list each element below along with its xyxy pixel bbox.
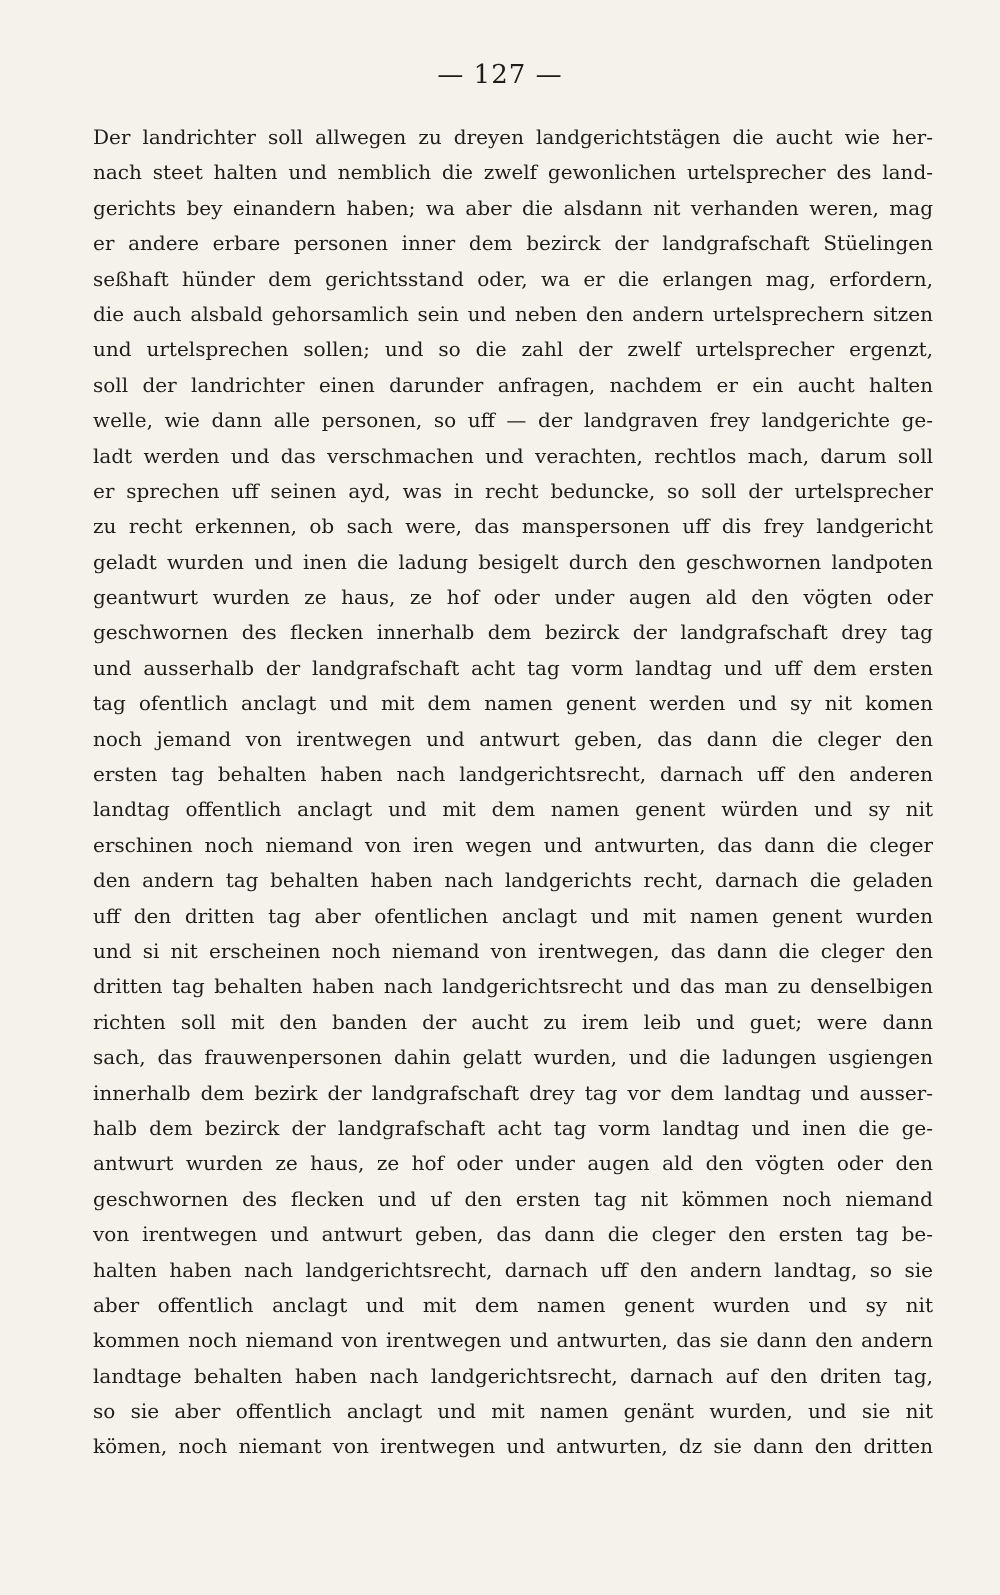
text-line: antwurt wurden ze haus, ze hof oder under augen ald den vögten oder den xyxy=(93,1151,933,1176)
text-line: sach, das frauwenpersonen dahin gelatt wurden, und die ladungen usgiengen xyxy=(93,1045,933,1070)
text-line: welle, wie dann alle personen, so uff — der landgraven frey landgerichte ge- xyxy=(93,408,933,433)
body-text xyxy=(93,120,933,1465)
text-line: noch jemand von irentwegen und antwurt geben, das dann die cleger den xyxy=(93,726,933,751)
text-line: er andere erbare personen inner dem bezirck der landgrafschaft Stüelingen xyxy=(93,231,933,256)
text-line: kömen, noch niemant von irentwegen und antwurten, dz sie dann den dritten xyxy=(93,1434,933,1459)
text-line: kommen noch niemand von irentwegen und antwurten, das sie dann den andern xyxy=(93,1328,933,1353)
text-line: nach steet halten und nemblich die zwelf gewonlichen urtelsprecher des land- xyxy=(93,160,933,185)
text-line: von irentwegen und antwurt geben, das dann die cleger den ersten tag be- xyxy=(93,1222,933,1247)
text-line: und si nit erscheinen noch niemand von irentwegen, das dann die cleger den xyxy=(93,938,933,963)
text-line: die auch alsbald gehorsamlich sein und neben den andern urtelsprechern sitzen xyxy=(93,301,933,326)
text-line: uff den dritten tag aber ofentlichen anclagt und mit namen genent wurden xyxy=(93,903,933,928)
text-line: gerichts bey einandern haben; wa aber die alsdann nit verhanden weren, mag xyxy=(93,195,933,220)
text-line: zu recht erkennen, ob sach were, das manspersonen uff dis frey landgericht xyxy=(93,514,933,539)
text-line: er sprechen uff seinen ayd, was in recht beduncke, so soll der urtelsprecher xyxy=(93,478,933,503)
text-line: richten soll mit den banden der aucht zu irem leib und guet; were dann xyxy=(93,1009,933,1034)
text-line: seßhaft hünder dem gerichtsstand oder, wa er die erlangen mag, erfordern, xyxy=(93,266,933,291)
text-line: landtag offentlich anclagt und mit dem namen genent würden und sy nit xyxy=(93,797,933,822)
text-line: innerhalb dem bezirk der landgrafschaft drey tag vor dem landtag und ausser- xyxy=(93,1080,933,1105)
text-line: erschinen noch niemand von iren wegen und antwurten, das dann die cleger xyxy=(93,832,933,857)
text-line: halb dem bezirck der landgrafschaft acht tag vorm landtag und inen die ge- xyxy=(93,1115,933,1140)
text-line: soll der landrichter einen darunder anfragen, nachdem er ein aucht halten xyxy=(93,372,933,397)
text-line: Der landrichter soll allwegen zu dreyen landgerichtstägen die aucht wie her- xyxy=(93,125,933,149)
text-line: den andern tag behalten haben nach landgerichts recht, darnach die geladen xyxy=(93,868,933,893)
text-line: tag ofentlich anclagt und mit dem namen genent werden und sy nit komen xyxy=(93,691,933,716)
text-line: geschwornen des flecken und uf den ersten tag nit kömmen noch niemand xyxy=(93,1186,933,1211)
text-line: so sie aber offentlich anclagt und mit namen genänt wurden, und sie nit xyxy=(93,1399,933,1424)
text-line: und ausserhalb der landgrafschaft acht tag vorm landtag und uff dem ersten xyxy=(93,655,933,680)
text-line: geschwornen des flecken innerhalb dem bezirck der landgrafschaft drey tag xyxy=(93,620,933,645)
text-line: ersten tag behalten haben nach landgerichtsrecht, darnach uff den anderen xyxy=(93,762,933,787)
text-line: landtage behalten haben nach landgerichtsrecht, darnach auf den driten tag, xyxy=(93,1363,933,1388)
text-line: ladt werden und das verschmachen und verachten, rechtlos mach, darum soll xyxy=(93,443,933,468)
text-line: dritten tag behalten haben nach landgerichtsrecht und das man zu denselbigen xyxy=(93,974,933,999)
page-number: — 127 — xyxy=(437,60,563,90)
text-line: und urtelsprechen sollen; und so die zahl der zwelf urtelsprecher ergenzt, xyxy=(93,337,933,362)
text-line: halten haben nach landgerichtsrecht, darnach uff den andern landtag, so sie xyxy=(93,1257,933,1282)
text-line: geladt wurden und inen die ladung besigelt durch den geschwornen landpoten xyxy=(93,549,933,574)
text-line: geantwurt wurden ze haus, ze hof oder under augen ald den vögten oder xyxy=(93,585,933,610)
text-line: aber offentlich anclagt und mit dem namen genent wurden und sy nit xyxy=(93,1292,933,1317)
